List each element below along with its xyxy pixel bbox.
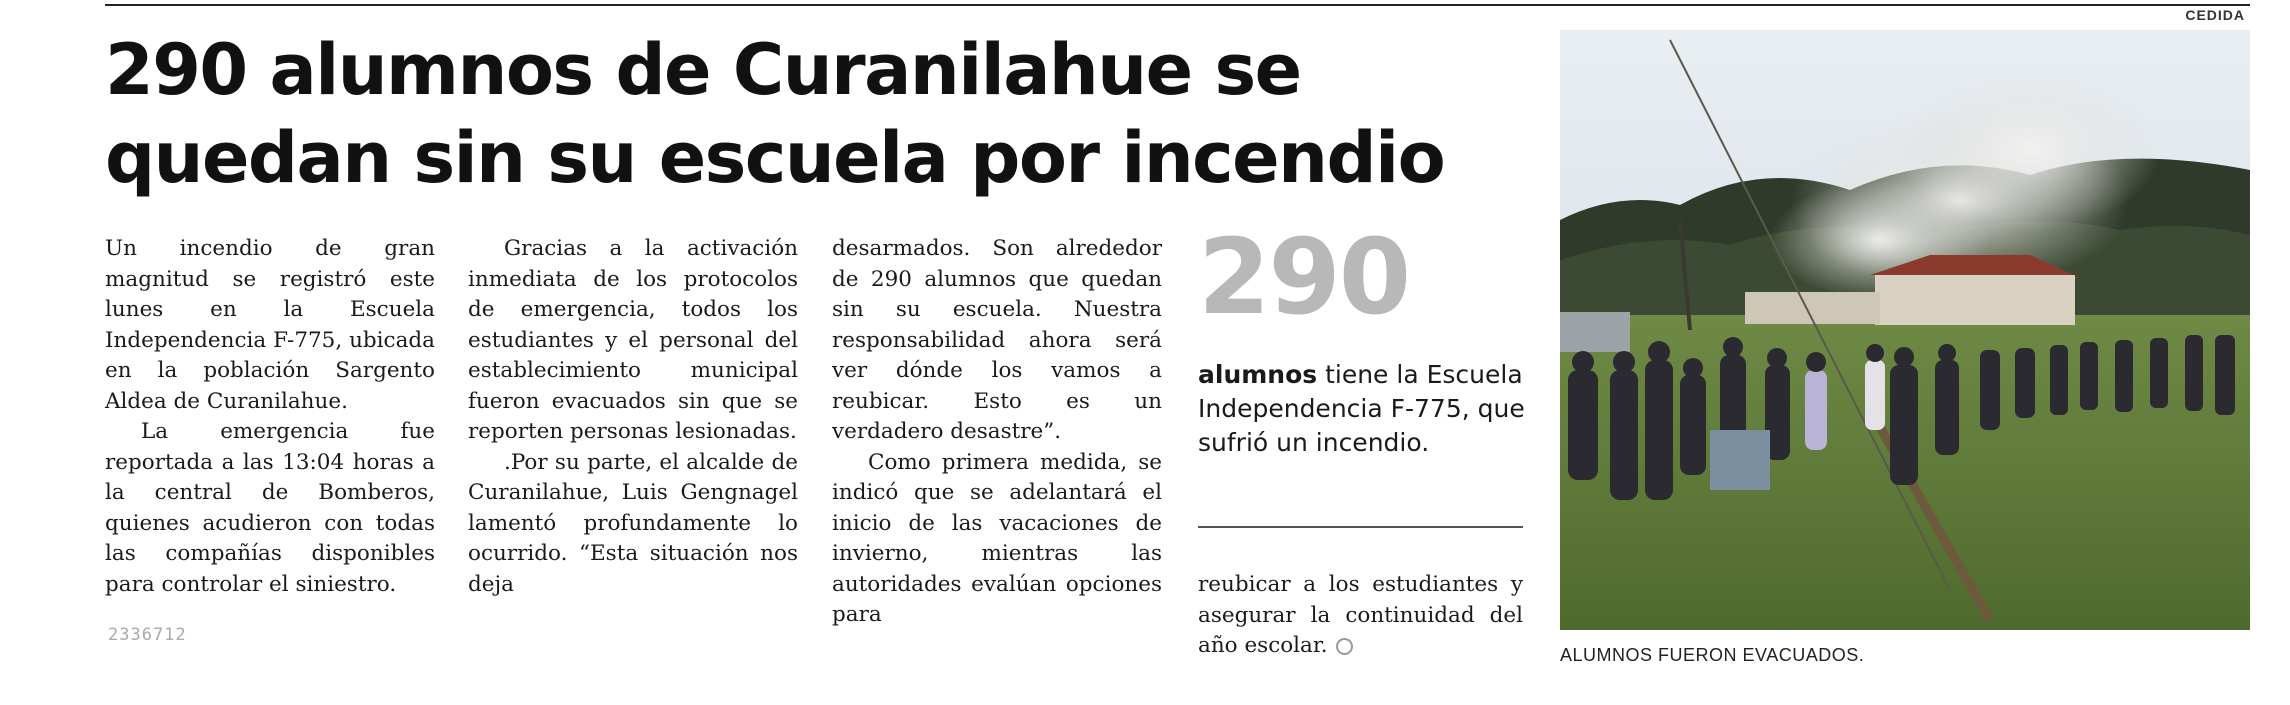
- article-column-3: [832, 234, 1162, 631]
- sidebar-rule: [1198, 526, 1523, 528]
- top-rule: [105, 4, 2250, 6]
- headline: 290 alumnos de Curanilahue se quedan sin su escuela por incendio: [105, 29, 1445, 199]
- photo-caption: ALUMNOS FUERON EVACUADOS.: [1560, 645, 1865, 665]
- end-of-article-icon: [1336, 638, 1353, 655]
- photo-credit: CEDIDA: [2185, 7, 2245, 23]
- paragraph: Como primera medida, se indicó que se adelantará el inicio de las vacaciones de invierno, mientras las autoridades evalúan opciones para: [832, 449, 1162, 627]
- paragraph: La emergencia fue reportada a las 13:04 horas a la central de Bomberos, quienes acudieron con todas las compañías disponibles para controlar el siniestro.: [105, 419, 435, 597]
- sidebar-sentence: tiene la Escuela Independencia F-775, que sufrió un incendio.: [1198, 360, 1525, 457]
- paragraph: .Por su parte, el alcalde de Curanilahue, Luis Gengnagel lamentó profundamente lo ocurrido. “Esta situación nos deja: [468, 449, 798, 597]
- paragraph: desarmados. Son alrededor de 290 alumnos que quedan sin su escuela. Nuestra responsabilidad ahora será ver dónde los vamos a reubicar. Esto es un verdadero desastre”.: [832, 236, 1162, 444]
- paragraph-text: reubicar a los estudiantes y asegurar la continuidad del año escolar.: [1198, 572, 1523, 658]
- paragraph: Un incendio de gran magnitud se registró este lunes en la Escuela Independencia F-775, ubicada en la población Sargento Aldea de Curanilahue.: [105, 236, 435, 414]
- sidebar-big-number: 290: [1198, 216, 1410, 338]
- news-photo: [1560, 30, 2250, 630]
- article-column-1: [105, 234, 435, 600]
- article-column-4: [1198, 570, 1523, 662]
- article-column-2: [468, 234, 798, 600]
- sidebar-text: [1198, 358, 1538, 460]
- paragraph: Gracias a la activación inmediata de los protocolos de emergencia, todos los estudiantes y el personal del establecimiento municipal fueron evacuados sin que se reporten personas lesionadas.: [468, 236, 798, 444]
- sidebar-bold-word: alumnos: [1198, 360, 1318, 389]
- archive-watermark: 2336712: [108, 625, 187, 645]
- paragraph: [1198, 570, 1523, 662]
